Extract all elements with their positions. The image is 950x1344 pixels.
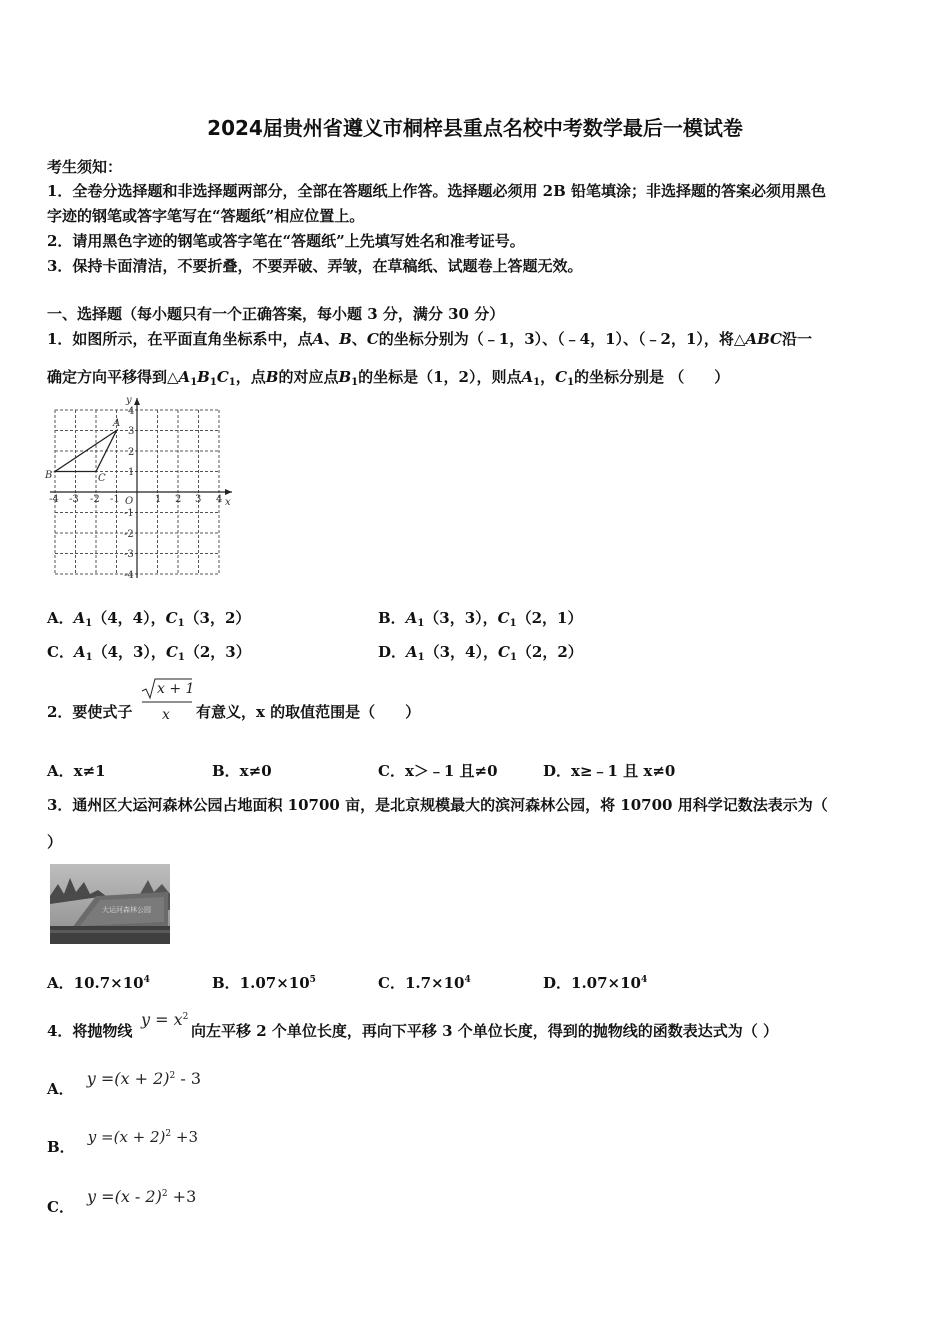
point-b-label: B xyxy=(45,470,53,481)
q2-option-d[interactable]: D．x≥﹣1 且 x≠0 xyxy=(543,762,676,780)
point-a-label: A xyxy=(113,418,121,429)
x-tick-label: -4 xyxy=(49,494,59,505)
q2-suffix: 有意义，x 的取值范围是（ ） xyxy=(196,703,421,721)
origin-label: O xyxy=(125,496,134,507)
denominator: x xyxy=(162,707,170,723)
x-axis-label: x xyxy=(225,497,231,508)
q3-line-1: 3．通州区大运河森林公园占地面积 10700 亩，是北京规模最大的滨河森林公园，将 10700 用科学记数法表示为（ xyxy=(47,796,828,814)
y-axis-arrow xyxy=(134,398,140,405)
y-tick-label: 1 xyxy=(128,467,135,478)
q2-option-a[interactable]: A．x≠1 xyxy=(47,762,106,780)
q3-option-b[interactable]: B．$1.07\times 10^5$ xyxy=(212,974,316,992)
x-tick-label: -1 xyxy=(110,494,120,505)
q3-option-a[interactable]: A．$10.7\times 10^4$ xyxy=(47,974,150,992)
q3-option-d[interactable]: D．$1.07\times 10^4$ xyxy=(543,974,648,992)
q4-option-b[interactable]: B． $y =(x + 2)^2 +3$ xyxy=(47,1128,199,1156)
y-tick-label: 4 xyxy=(128,406,135,417)
q2-option-b[interactable]: B．x≠0 xyxy=(212,762,272,780)
park-photo xyxy=(50,864,170,944)
q4-option-c[interactable]: C． y =(x - 2)$^2$ +3 xyxy=(47,1187,197,1216)
notice-line-1a: 1．全卷分选择题和非选择题两部分，全部在答题纸上作答。选择题必须用 2B 铅笔填涂；非选择题的答案必须用黑色 xyxy=(47,182,827,200)
notice-line-2: 2．请用黑色字迹的钢笔或答字笔在“答题纸”上先填写姓名和准考证号。 xyxy=(47,232,525,250)
x-tick-label: 2 xyxy=(175,494,182,505)
q1-line-1: 1．如图所示，在平面直角坐标系中，点A、B、C的坐标分别为（﹣1，3）、（﹣4，1）、（﹣2，1），将△ABC沿一 xyxy=(47,330,812,348)
q2-option-c[interactable]: C．x＞﹣1 且≠0 xyxy=(378,762,498,780)
x-tick-label: 3 xyxy=(195,494,202,505)
numerator: x + 1 xyxy=(157,681,194,697)
page-title: 2024届贵州省遵义市桐梓县重点名校中考数学最后一模试卷 xyxy=(207,116,743,140)
x-axis-arrow xyxy=(225,489,232,495)
q1-option-a[interactable]: A．$A_1(4$，4），$C_1(3$，2） xyxy=(47,609,251,629)
q2-prefix: 2．要使式子 xyxy=(47,703,133,721)
section-heading: 一、选择题（每小题只有一个正确答案，每小题 3 分，满分 30 分） xyxy=(47,305,505,323)
y-tick-label: 3 xyxy=(128,426,135,437)
y-tick-label: -1 xyxy=(124,508,134,519)
q4-equation: $y = x^2$ xyxy=(141,1010,189,1029)
q4-prefix: 4．将抛物线 xyxy=(47,1022,133,1040)
x-tick-label: 4 xyxy=(216,494,223,505)
q1-option-c[interactable]: C．$A_1(4$，3），$C_1(2$，3） xyxy=(47,643,251,663)
q3-option-c[interactable]: C．$1.7\times 10^4$ xyxy=(378,974,471,992)
x-tick-label: 1 xyxy=(155,494,162,505)
y-tick-label: -4 xyxy=(124,570,134,581)
notice-line-3: 3．保持卡面清洁，不要折叠，不要弄破、弄皱，在草稿纸、试题卷上答题无效。 xyxy=(47,257,583,275)
notice-heading: 考生须知： xyxy=(47,158,123,176)
q4-option-a[interactable]: A． $y =(x + 2)^2 - 3$ xyxy=(47,1069,202,1098)
stone-inscription: 大运河森林公园 xyxy=(102,906,151,914)
q1-option-b[interactable]: B．$A_1(3$，3），$C_1(2$，1） xyxy=(378,609,583,629)
notice-line-1b: 字迹的钢笔或答字笔写在“答题纸”相应位置上。 xyxy=(47,207,365,225)
x-tick-label: -2 xyxy=(90,494,100,505)
y-tick-label: -3 xyxy=(124,549,134,560)
y-tick-label: -2 xyxy=(124,529,134,540)
y-axis-label: y xyxy=(126,395,132,406)
y-tick-label: 2 xyxy=(128,447,135,458)
q1-line-2: 确定方向平移得到$\triangle A_1B_1C_1$，点B的对应点$B_1$的坐标是（1，2），则点$A_1$，$C_1$的坐标分别是 （ ） xyxy=(47,368,730,388)
q3-line-2: ） xyxy=(47,833,63,851)
fraction-sqrt-expression xyxy=(140,676,194,726)
q1-option-d[interactable]: D．$A_1(3$，4），$C_1(2$，2） xyxy=(378,643,583,663)
coordinate-graph xyxy=(40,392,240,582)
x-tick-label: -3 xyxy=(69,494,79,505)
q4-suffix: 向左平移 2 个单位长度，再向下平移 3 个单位长度，得到的抛物线的函数表达式为（ ） xyxy=(191,1022,778,1040)
point-c-label: C xyxy=(98,473,106,484)
